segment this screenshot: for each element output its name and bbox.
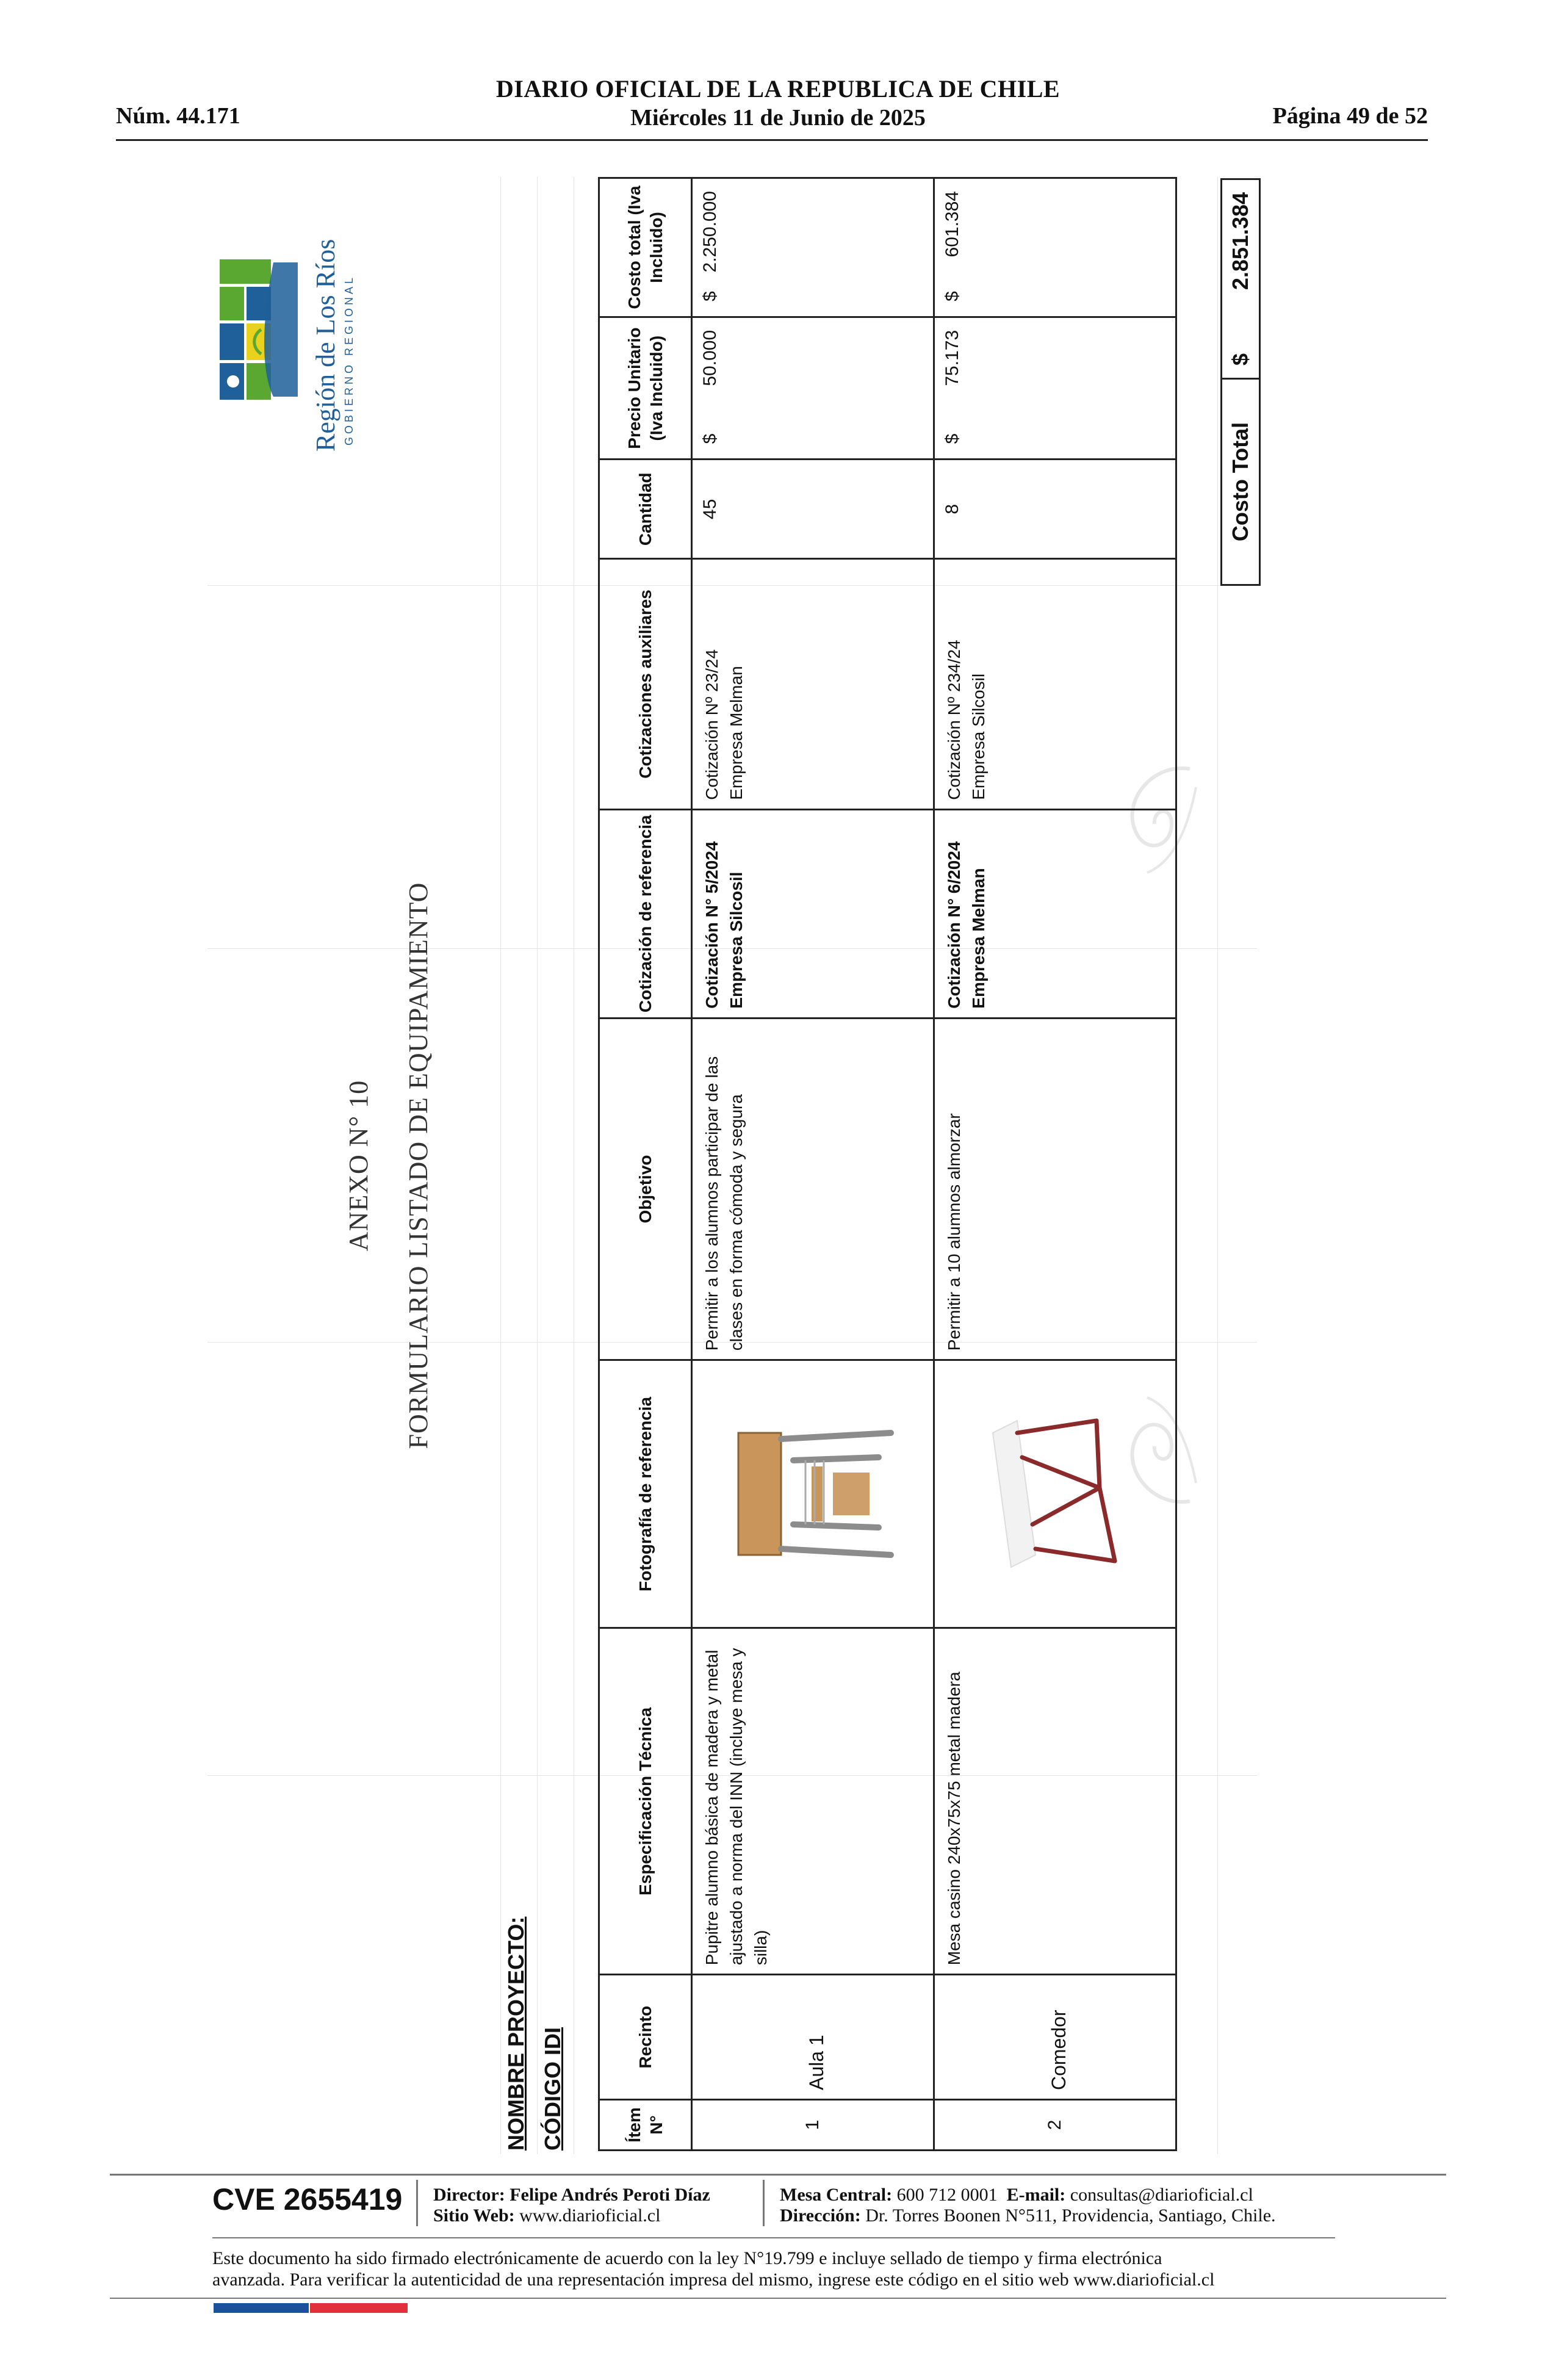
grand-total-value-cell — [1228, 180, 1253, 378]
annex-content-area — [207, 177, 1257, 2154]
header-divider — [116, 139, 1428, 141]
currency-symbol: $ — [942, 433, 962, 444]
legal-notice-line: Este documento ha sido firmado electrónicamente de acuerdo con la ley N°19.799 e incluye sellado de tiempo y firma electrónica — [212, 2248, 1162, 2268]
currency-symbol: $ — [1228, 353, 1253, 366]
header-precio-unitario: Precio Unitario (Iva Incluido) — [599, 317, 692, 460]
footer-separator — [763, 2180, 765, 2226]
header-objetivo: Objetivo — [599, 1018, 692, 1360]
currency-symbol: $ — [700, 433, 720, 444]
website-label: Sitio Web: — [433, 2205, 515, 2226]
director-label: Director: — [433, 2185, 505, 2205]
total-cost: 601.384 — [942, 191, 962, 258]
logo-region-name: Región de Los Ríos — [311, 239, 340, 452]
equipment-table — [598, 177, 1177, 2151]
email-link[interactable]: consultas@diarioficial.cl — [1070, 2185, 1253, 2205]
row-cotizaciones-auxiliares — [692, 559, 934, 810]
school-desk-photo — [692, 1360, 934, 1628]
footer-bottom-rule — [110, 2298, 1446, 2299]
footer-divider-inner — [212, 2237, 1335, 2238]
aux-quote-company: Empresa Melman — [727, 666, 746, 800]
form-title: FORMULARIO LISTADO DE EQUIPAMIENTO — [403, 882, 433, 1449]
annex-sheet — [207, 177, 1257, 2154]
currency-symbol: $ — [700, 291, 720, 301]
phone-number: 600 712 0001 — [896, 2185, 998, 2205]
row-cotizaciones-auxiliares — [934, 559, 1176, 810]
unit-price: 50.000 — [700, 330, 720, 386]
header-fotografia: Fotografía de referencia — [599, 1360, 692, 1628]
row-objetivo: Permitir a los alumnos participar de las clases en forma cómoda y segura — [692, 1018, 934, 1360]
header-item: Ítem N° — [599, 2100, 692, 2151]
school-desk-illustration — [714, 1408, 909, 1579]
footer-divider — [110, 2174, 1446, 2176]
issue-number: Núm. 44.171 — [116, 103, 240, 129]
grid-line — [537, 177, 538, 2154]
footer-contact-block — [780, 2185, 1276, 2226]
flag-bar-blue — [214, 2303, 309, 2313]
row-cantidad: 8 — [934, 460, 1176, 559]
issue-date: Miércoles 11 de Junio de 2025 — [630, 105, 926, 131]
idi-code-label: CÓDIGO IDI — [540, 2027, 565, 2151]
grand-total-value: 2.851.384 — [1228, 192, 1253, 290]
header-especificacion: Especificación Técnica — [599, 1628, 692, 1975]
unit-price: 75.173 — [942, 330, 962, 386]
grid-line — [500, 177, 501, 2154]
row-costo-total — [934, 178, 1176, 317]
total-cost: 2.250.000 — [700, 191, 720, 273]
table-header-row — [599, 178, 692, 2151]
newspaper-title: DIARIO OFICIAL DE LA REPUBLICA DE CHILE — [495, 75, 1061, 103]
row-recinto: Aula 1 — [692, 1975, 934, 2100]
footer-separator — [416, 2180, 418, 2226]
row-precio-unitario — [692, 317, 934, 460]
row-cotizacion-referencia — [692, 809, 934, 1018]
row-cotizacion-referencia — [934, 809, 1176, 1018]
address-text: Dr. Torres Boonen N°511, Providencia, Santiago, Chile. — [865, 2205, 1276, 2226]
legal-notice-line: avanzada. Para verificar la autenticidad de una representación impresa del mismo, ingrese este código en el sitio web www.diarioficial.cl — [212, 2270, 1215, 2290]
annex-title: ANEXO N° 10 — [344, 1080, 373, 1252]
director-name: Felipe Andrés Peroti Díaz — [510, 2185, 710, 2205]
grand-total-box — [1220, 178, 1261, 586]
grid-line — [1217, 177, 1218, 2154]
row-especificacion: Mesa casino 240x75x75 metal madera — [934, 1628, 1176, 1975]
currency-symbol: $ — [942, 291, 962, 301]
aux-quote-company: Empresa Silcosil — [969, 673, 988, 800]
email-label: E-mail: — [1006, 2185, 1066, 2205]
website-link[interactable]: www.diarioficial.cl — [519, 2205, 661, 2226]
logo-government-label: GOBIERNO REGIONAL — [343, 274, 355, 445]
dining-table-illustration — [974, 1402, 1133, 1585]
footer-director-block — [433, 2185, 710, 2226]
dining-table-photo — [934, 1360, 1176, 1628]
table-row — [692, 178, 934, 2151]
flag-bar-red — [310, 2303, 408, 2313]
row-recinto: Comedor — [934, 1975, 1176, 2100]
row-especificacion: Pupitre alumno básica de madera y metal ajustado a norma del INN (incluye mesa y silla) — [692, 1628, 934, 1975]
region-los-rios-logo — [212, 238, 365, 458]
reference-quote-company: Empresa Silcosil — [727, 871, 746, 1009]
header-cantidad: Cantidad — [599, 460, 692, 559]
phone-label: Mesa Central: — [780, 2185, 893, 2205]
row-item-number: 2 — [934, 2100, 1176, 2151]
row-precio-unitario — [934, 317, 1176, 460]
aux-quote-number: Cotización Nº 234/24 — [945, 640, 963, 800]
grand-total-divider — [1222, 378, 1259, 380]
reference-quote-number: Cotización N° 5/2024 — [702, 841, 721, 1009]
grand-total-label: Costo Total — [1228, 422, 1253, 542]
header-cotizacion-referencia: Cotización de referencia — [599, 809, 692, 1018]
row-item-number: 1 — [692, 2100, 934, 2151]
page-number: Página 49 de 52 — [1272, 103, 1428, 129]
legal-notice — [212, 2248, 1372, 2290]
header-cotizaciones-auxiliares: Cotizaciones auxiliares — [599, 559, 692, 810]
table-row — [934, 178, 1176, 2151]
reference-quote-number: Cotización N° 6/2024 — [945, 841, 963, 1009]
header-costo-total: Costo total (Iva Incluido) — [599, 178, 692, 317]
reference-quote-company: Empresa Melman — [969, 868, 988, 1009]
address-label: Dirección: — [780, 2205, 861, 2226]
cve-code: CVE 2655419 — [212, 2182, 403, 2216]
row-costo-total — [692, 178, 934, 317]
header-recinto: Recinto — [599, 1975, 692, 2100]
row-objetivo: Permitir a 10 alumnos almorzar — [934, 1018, 1176, 1360]
aux-quote-number: Cotización Nº 23/24 — [702, 649, 721, 800]
project-name-label: NOMBRE PROYECTO: — [503, 1916, 528, 2151]
row-cantidad: 45 — [692, 460, 934, 559]
